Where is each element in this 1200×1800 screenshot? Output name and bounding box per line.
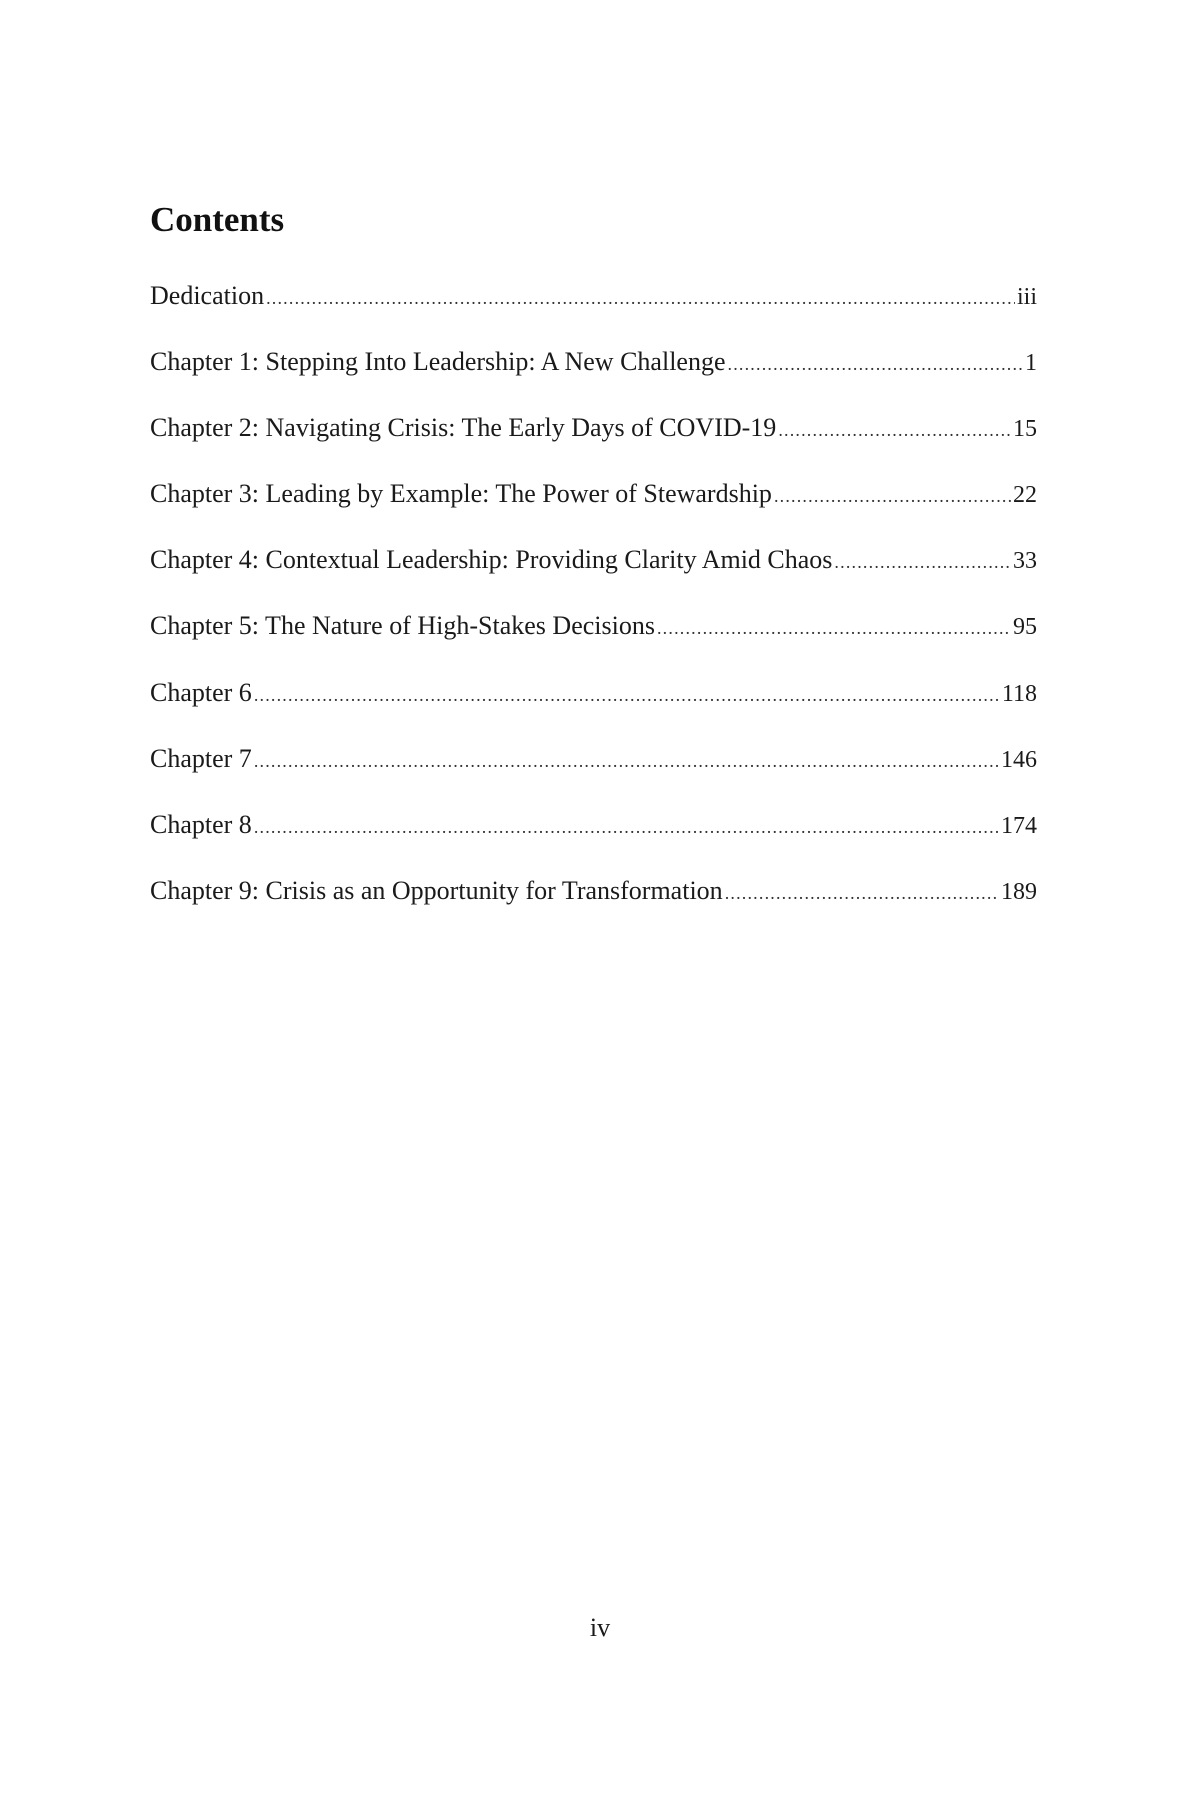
toc-entry-title: Chapter 2: Navigating Crisis: The Early Days of COVID-19: [150, 413, 777, 443]
table-of-contents: [150, 276, 1037, 937]
toc-entry-page: 95: [1013, 614, 1037, 641]
toc-entry-dedication[interactable]: [150, 276, 1037, 342]
toc-entry-page: iii: [1016, 284, 1037, 310]
dot-leader: [254, 807, 999, 847]
toc-entry-chapter-2[interactable]: [150, 408, 1037, 474]
toc-entry-chapter-1[interactable]: [150, 342, 1037, 408]
toc-entry-title: Chapter 4: Contextual Leadership: Providing Clarity Amid Chaos: [150, 545, 833, 575]
dot-leader: [725, 873, 999, 913]
dot-leader: [266, 278, 1015, 318]
toc-entry-chapter-7[interactable]: [150, 739, 1037, 805]
toc-entry-page: 174: [1001, 812, 1037, 839]
toc-entry-page: 22: [1013, 482, 1037, 509]
toc-entry-chapter-6[interactable]: [150, 673, 1037, 739]
toc-entry-chapter-5[interactable]: [150, 606, 1037, 672]
toc-entry-page: 189: [1001, 878, 1037, 905]
toc-entry-chapter-4[interactable]: [150, 540, 1037, 606]
toc-entry-page: 118: [1001, 680, 1037, 707]
dot-leader: [728, 344, 1024, 384]
dot-leader: [774, 476, 1011, 516]
toc-entry-chapter-8[interactable]: [150, 805, 1037, 871]
toc-entry-title: Chapter 9: Crisis as an Opportunity for Transformation: [150, 875, 723, 905]
toc-entry-chapter-3[interactable]: [150, 474, 1037, 540]
toc-entry-title: Chapter 1: Stepping Into Leadership: A New Challenge: [150, 347, 726, 377]
page-number: iv: [589, 1613, 611, 1642]
toc-entry-page: 1: [1025, 350, 1037, 377]
dot-leader: [834, 542, 1011, 582]
toc-entry-title: Chapter 8: [150, 809, 252, 839]
dot-leader: [254, 675, 1000, 715]
toc-entry-chapter-9[interactable]: [150, 871, 1037, 937]
contents-heading: Contents: [150, 200, 285, 239]
toc-entry-title: Chapter 5: The Nature of High-Stakes Decisions: [150, 611, 655, 641]
toc-entry-title: Dedication: [150, 281, 265, 310]
toc-entry-page: 146: [1001, 746, 1037, 773]
dot-leader: [657, 608, 1011, 648]
dot-leader: [778, 410, 1011, 450]
toc-entry-title: Chapter 6: [150, 677, 252, 707]
toc-entry-page: 33: [1013, 548, 1037, 575]
toc-entry-title: Chapter 3: Leading by Example: The Power of Stewardship: [150, 479, 772, 509]
dot-leader: [254, 741, 999, 781]
toc-entry-page: 15: [1013, 416, 1037, 443]
toc-entry-title: Chapter 7: [150, 743, 252, 773]
